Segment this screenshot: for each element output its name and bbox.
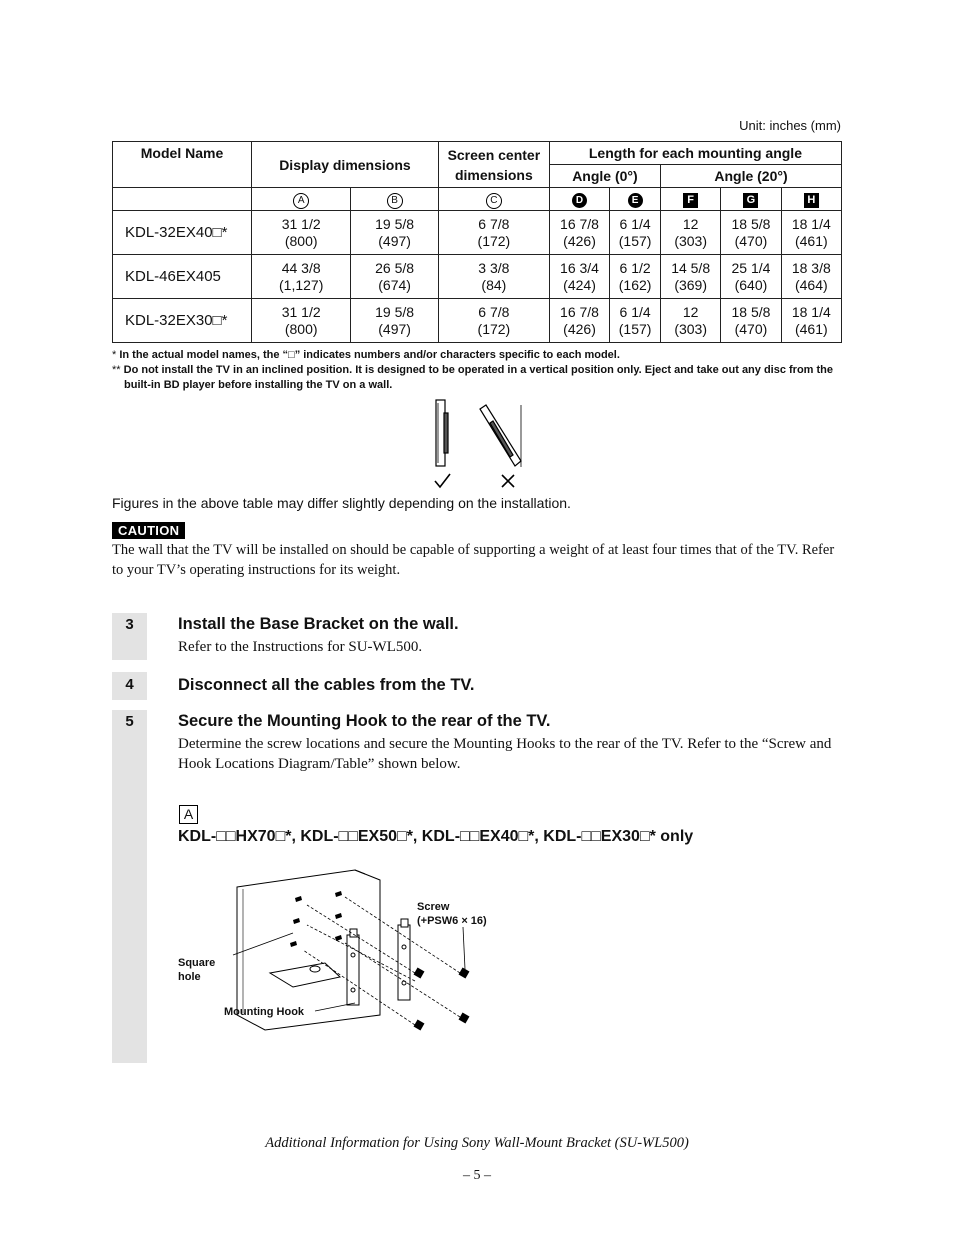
step-5-body: Determine the screw locations and secure the Mounting Hooks to the rear of the TV. Refer to the “Screw and Hook Locations Diagram/Table” shown below. bbox=[178, 736, 832, 772]
note-2: ** Do not install the TV in an inclined position. It is designed to be operated in a vertical position only. Eject and take out any disc from the built-in BD player before installing the TV on a wall. bbox=[112, 364, 834, 391]
inch-value: 18 5/8 bbox=[731, 215, 771, 232]
step-5-title: Secure the Mounting Hook to the rear of the TV. bbox=[178, 712, 551, 730]
dimension-cell bbox=[661, 299, 721, 343]
mm-value: (674) bbox=[378, 276, 411, 293]
mm-value: (461) bbox=[794, 320, 828, 337]
mounting-hook-right bbox=[398, 919, 410, 1000]
dimension-cell bbox=[661, 211, 721, 255]
step-4-title: Disconnect all the cables from the TV. bbox=[178, 676, 475, 694]
inch-value: 19 5/8 bbox=[375, 303, 415, 320]
mm-value: (157) bbox=[618, 320, 652, 337]
page-number: – 5 – bbox=[463, 1168, 491, 1183]
note-1: * In the actual model names, the “□” indicates numbers and/or characters specific to each model. bbox=[112, 349, 620, 361]
step-4-bar bbox=[112, 672, 147, 700]
letter-e: E bbox=[610, 188, 661, 211]
angle-20-header: Angle (20°) bbox=[661, 165, 842, 188]
letter-a: A bbox=[252, 188, 351, 211]
mm-value: (162) bbox=[618, 276, 652, 293]
mm-value: (157) bbox=[618, 232, 652, 249]
dimension-cell bbox=[549, 255, 609, 299]
dimension-cell bbox=[781, 299, 841, 343]
dimension-cell bbox=[721, 255, 781, 299]
mm-value: (424) bbox=[563, 276, 596, 293]
inch-value: 16 7/8 bbox=[560, 215, 599, 232]
model-name-cell: KDL-46EX405 bbox=[113, 255, 252, 299]
dimensions-table bbox=[112, 141, 842, 343]
screw-leader-line bbox=[463, 927, 465, 969]
inch-value: 18 3/8 bbox=[791, 259, 831, 276]
inch-value: 18 5/8 bbox=[731, 303, 771, 320]
dimension-cell bbox=[610, 211, 661, 255]
figure-note: Figures in the above table may differ slightly depending on the installation. bbox=[112, 495, 571, 511]
dimension-cell bbox=[721, 211, 781, 255]
mm-value: (497) bbox=[378, 320, 411, 337]
mm-value: (84) bbox=[481, 276, 507, 293]
step-4-number: 4 bbox=[125, 676, 134, 693]
mm-value: (497) bbox=[378, 232, 411, 249]
inch-value: 6 1/4 bbox=[619, 215, 651, 232]
step-5-bar bbox=[112, 710, 147, 1063]
table-notes bbox=[112, 348, 854, 393]
letter-f: F bbox=[661, 188, 721, 211]
mm-value: (426) bbox=[563, 320, 596, 337]
mounting-hook-left bbox=[347, 929, 359, 1005]
col-model-name: Model Name bbox=[113, 142, 252, 188]
table-row bbox=[113, 299, 842, 343]
dimension-cell bbox=[661, 255, 721, 299]
table-row bbox=[113, 255, 842, 299]
step-3-number: 3 bbox=[125, 616, 134, 633]
inch-value: 6 1/2 bbox=[619, 259, 651, 276]
inch-value: 6 1/4 bbox=[619, 303, 651, 320]
letter-d: D bbox=[549, 188, 609, 211]
dimension-cell bbox=[610, 299, 661, 343]
inch-value: 6 7/8 bbox=[478, 215, 510, 232]
tv-orientation-illustration bbox=[425, 395, 535, 493]
step-3-body: Refer to the Instructions for SU-WL500. bbox=[178, 639, 423, 655]
inch-value: 19 5/8 bbox=[375, 215, 415, 232]
letter-g: G bbox=[721, 188, 781, 211]
dimension-cell bbox=[721, 299, 781, 343]
dimension-cell bbox=[351, 211, 439, 255]
table-row bbox=[113, 211, 842, 255]
inch-value: 12 bbox=[682, 303, 699, 320]
angle-0-header: Angle (0°) bbox=[549, 165, 660, 188]
step-3-bar bbox=[112, 613, 147, 660]
mm-value: (470) bbox=[734, 320, 768, 337]
model-name-cell: KDL-32EX40□* bbox=[113, 211, 252, 255]
col-screen-center: Screen center dimensions bbox=[438, 142, 549, 188]
dimension-cell bbox=[549, 211, 609, 255]
inch-value: 25 1/4 bbox=[731, 259, 771, 276]
inch-value: 3 3/8 bbox=[478, 259, 510, 276]
inch-value: 16 7/8 bbox=[560, 303, 599, 320]
caution-text: The wall that the TV will be installed on should be capable of supporting a weight of at least four times that of the TV. Refer to your TV’s operating instructions for its weight. bbox=[112, 542, 835, 578]
mm-value: (800) bbox=[284, 232, 318, 249]
dimension-cell bbox=[351, 255, 439, 299]
vertical-tv-figure bbox=[436, 400, 448, 466]
page-footer: Additional Information for Using Sony Wall-Mount Bracket (SU-WL500) bbox=[265, 1135, 689, 1151]
inch-value: 31 1/2 bbox=[281, 215, 321, 232]
inch-value: 44 3/8 bbox=[281, 259, 321, 276]
dimension-cell bbox=[252, 255, 351, 299]
mm-value: (800) bbox=[284, 320, 318, 337]
blank-cell bbox=[113, 188, 252, 211]
dimension-cell bbox=[438, 211, 549, 255]
inch-value: 26 5/8 bbox=[375, 259, 415, 276]
inch-value: 6 7/8 bbox=[478, 303, 510, 320]
mm-value: (303) bbox=[674, 320, 707, 337]
step-5-number: 5 bbox=[125, 713, 134, 730]
inch-value: 16 3/4 bbox=[560, 259, 599, 276]
dimension-cell bbox=[252, 299, 351, 343]
model-name-cell: KDL-32EX30□* bbox=[113, 299, 252, 343]
section-a-models: KDL-□□HX70□*, KDL-□□EX50□*, KDL-□□EX40□*, KDL-□□EX30□* only bbox=[178, 828, 694, 845]
dimension-cell bbox=[351, 299, 439, 343]
screw-label: Screw (+PSW6 × 16) bbox=[417, 901, 487, 927]
inch-value: 14 5/8 bbox=[671, 259, 711, 276]
mm-value: (464) bbox=[794, 276, 828, 293]
mm-value: (470) bbox=[734, 232, 768, 249]
letter-b: B bbox=[351, 188, 439, 211]
mm-value: (640) bbox=[734, 276, 768, 293]
mm-value: (172) bbox=[477, 232, 511, 249]
unit-label: Unit: inches (mm) bbox=[739, 118, 841, 133]
inch-value: 18 1/4 bbox=[791, 303, 831, 320]
cross-mark-icon bbox=[502, 475, 514, 487]
section-a-box: A bbox=[179, 805, 198, 824]
col-display-dimensions: Display dimensions bbox=[252, 142, 439, 188]
inclined-tv-figure bbox=[480, 405, 521, 467]
inch-value: 18 1/4 bbox=[791, 215, 831, 232]
dimension-cell bbox=[438, 255, 549, 299]
check-mark-icon bbox=[435, 474, 450, 487]
mm-value: (303) bbox=[674, 232, 707, 249]
screw-icons bbox=[414, 968, 470, 1031]
dimension-cell bbox=[781, 255, 841, 299]
dimension-cell bbox=[549, 299, 609, 343]
mm-value: (369) bbox=[674, 276, 707, 293]
col-length-mounting-angle: Length for each mounting angle bbox=[549, 142, 841, 165]
square-hole-label: Square hole bbox=[178, 957, 216, 983]
mounting-hook-label: Mounting Hook bbox=[224, 1006, 305, 1018]
dimension-cell bbox=[610, 255, 661, 299]
dimension-cell bbox=[781, 211, 841, 255]
mm-value: (426) bbox=[563, 232, 596, 249]
letter-h: H bbox=[781, 188, 841, 211]
mm-value: (1,127) bbox=[279, 276, 324, 293]
inch-value: 31 1/2 bbox=[281, 303, 321, 320]
dimension-cell bbox=[252, 211, 351, 255]
caution-badge: CAUTION bbox=[112, 522, 185, 539]
dimension-cell bbox=[438, 299, 549, 343]
letter-c: C bbox=[438, 188, 549, 211]
mm-value: (172) bbox=[477, 320, 511, 337]
mm-value: (461) bbox=[794, 232, 828, 249]
step-3-title: Install the Base Bracket on the wall. bbox=[178, 615, 459, 633]
inch-value: 12 bbox=[682, 215, 699, 232]
